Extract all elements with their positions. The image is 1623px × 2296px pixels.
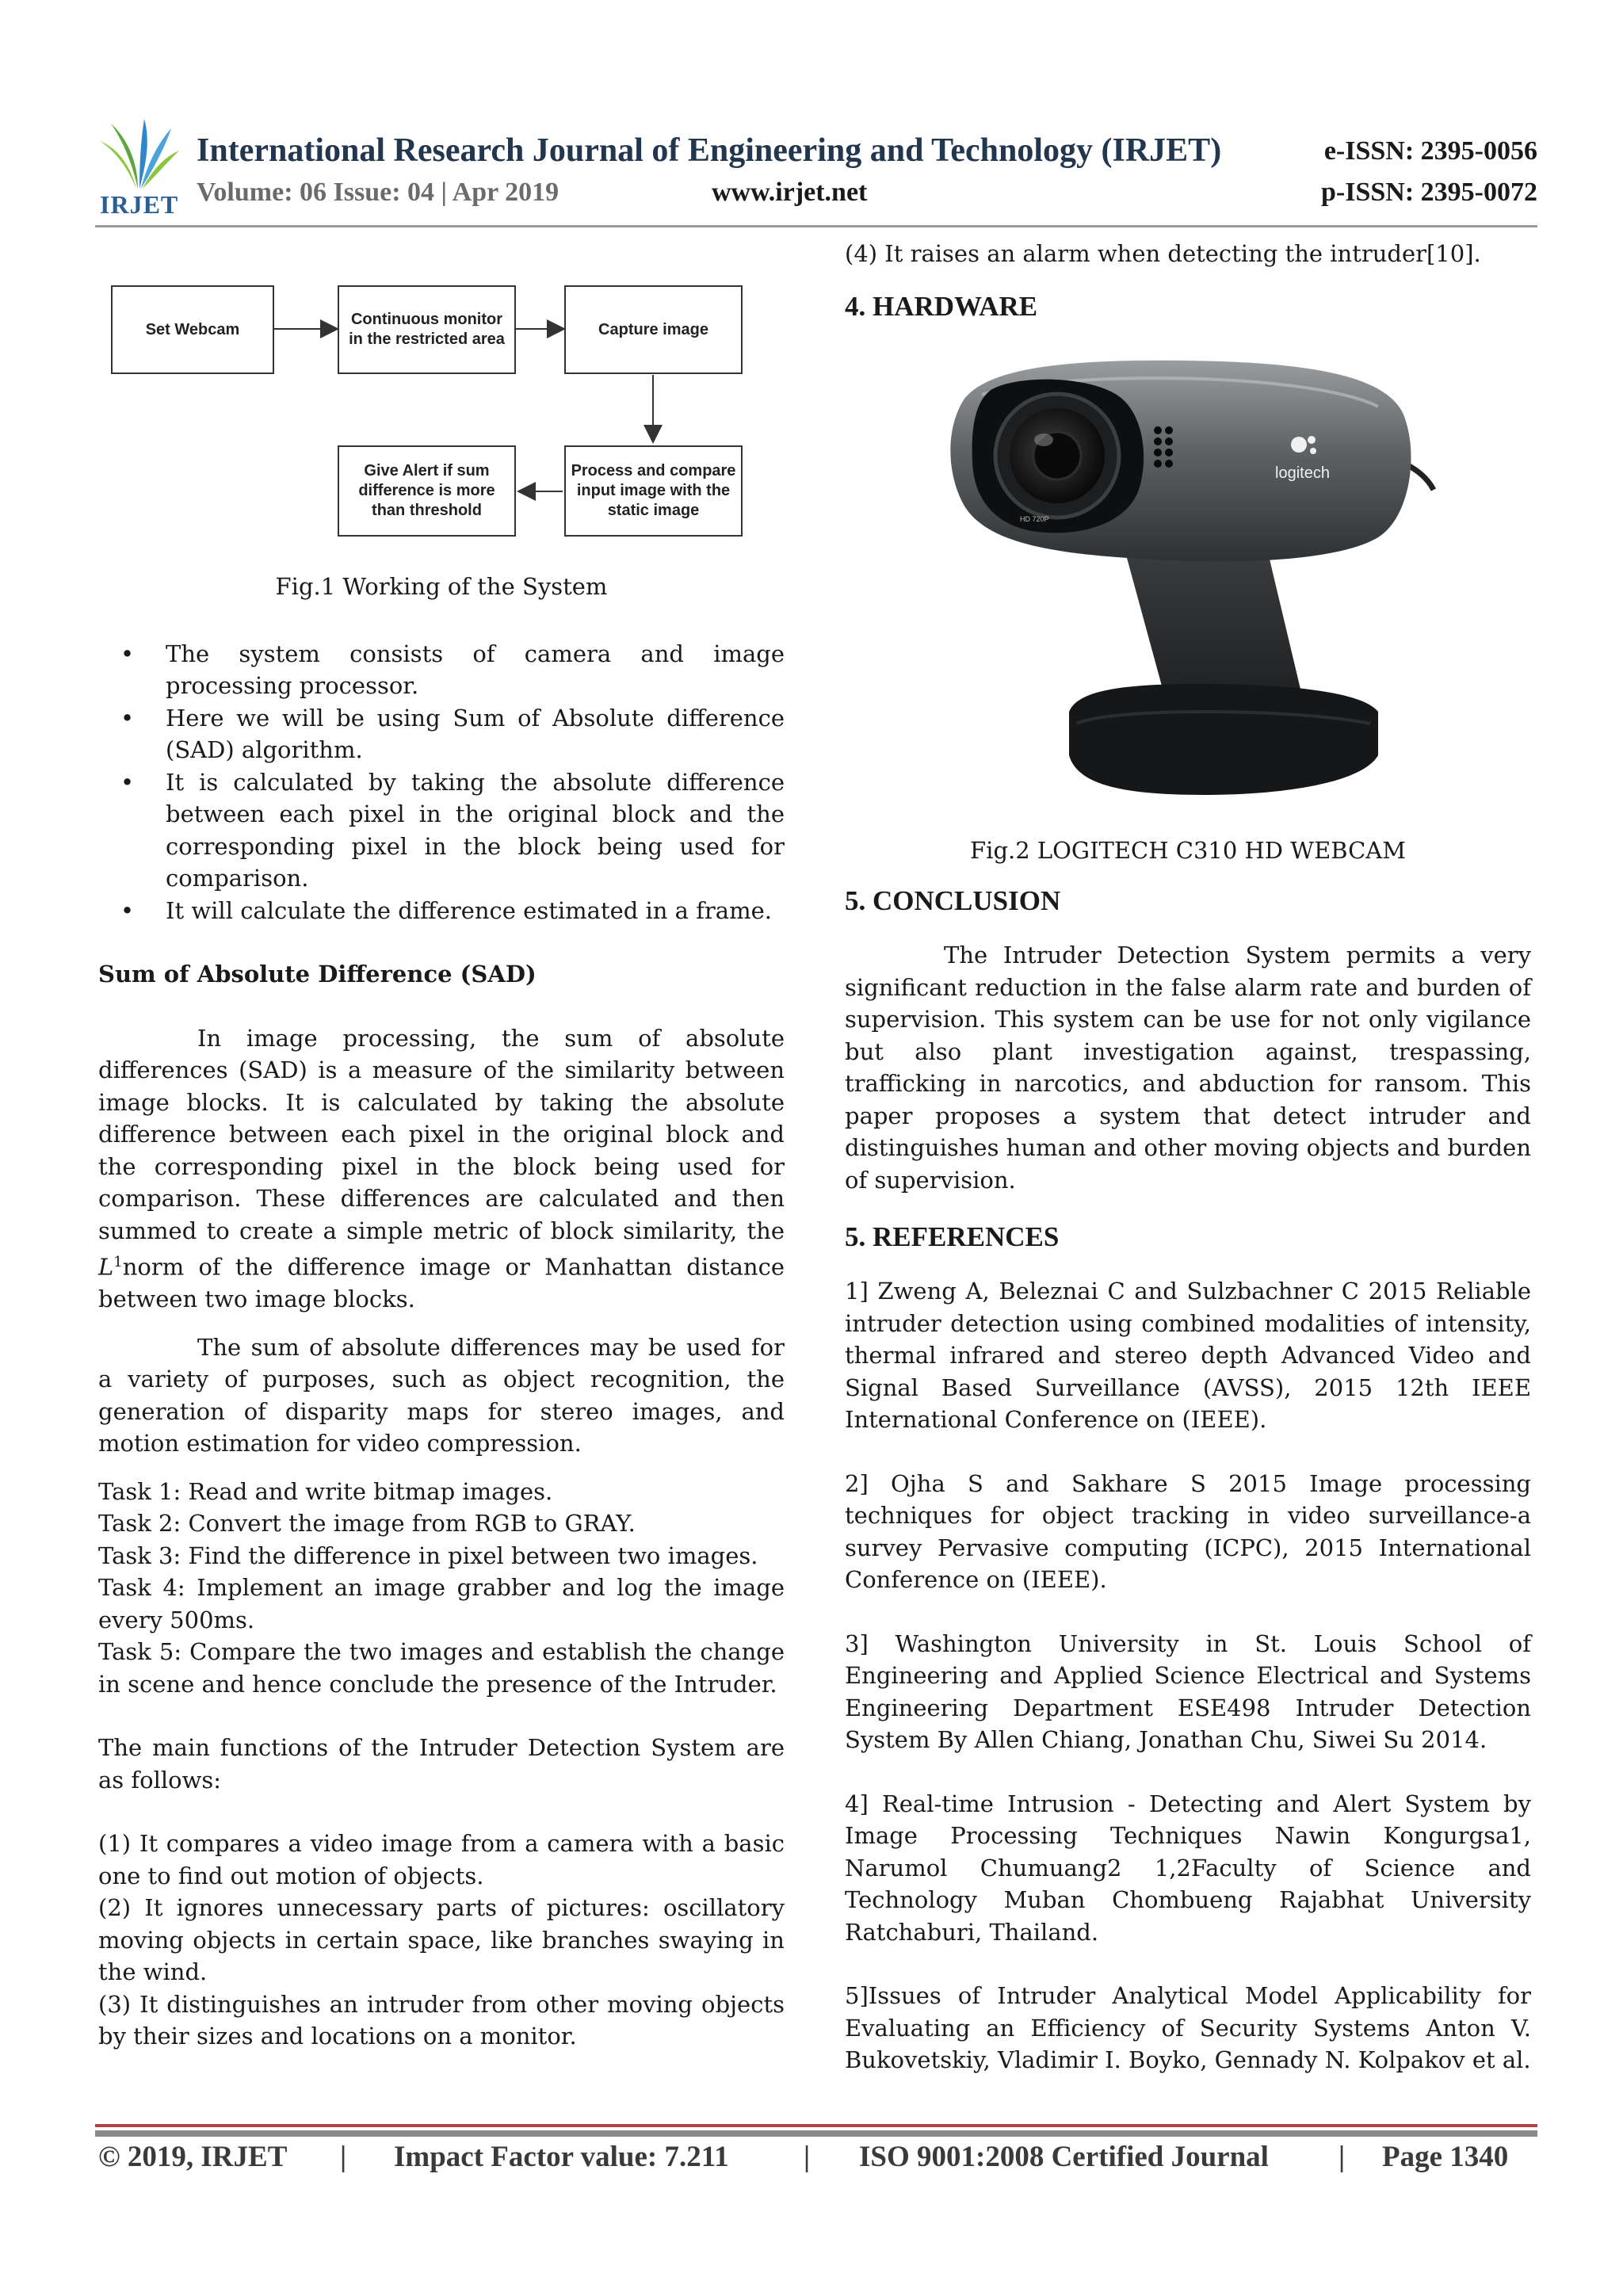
leaf-logo-icon: [95, 117, 182, 193]
footer-divider-gray: [95, 2130, 1537, 2137]
irjet-logo: [95, 117, 182, 219]
footer-separator: |: [340, 2141, 347, 2173]
flow-box-monitor: Continuous monitor in the restricted area: [338, 285, 516, 374]
bullet-item: • It is calculated by taking the absolute difference between each pixel in the original block and the corresponding pixel in the block being used for comparison.: [98, 766, 785, 895]
function-item: (1) It compares a video image from a camera with a basic one to find out motion of objects.: [98, 1830, 785, 1889]
footer-separator: |: [1338, 2141, 1346, 2173]
task-item: Task 2: Convert the image from RGB to GRAY.: [98, 1510, 636, 1538]
footer-page-number: Page 1340: [1382, 2141, 1509, 2173]
flow-box-process: Process and compare input image with the static image: [564, 445, 743, 537]
sad-paragraph-1: [98, 1022, 785, 1316]
reference-item: 1] Zweng A, Beleznai C and Sulzbachner C 2015 Reliable intruder detection using combined modalities of intensity, thermal infrared and stereo depth Advanced Video and Signal Based Surveillance (AVSS), 2015 12th IEEE International Conference on (IEEE).: [845, 1278, 1531, 1433]
function-item-4: (4) It raises an alarm when detecting the intruder[10].: [845, 240, 1481, 267]
conclusion-paragraph: The Intruder Detection System permits a very significant reduction in the false alarm rate and burden of supervision. This system can be use for not only vigilance but also plant investigation against, trespassing, trafficking in narcotics, and abduction for ransom. This paper proposes a system that detect intruder and distinguishes human and other moving objects and burden of supervision.: [845, 942, 1531, 1194]
website-link[interactable]: www.irjet.net: [712, 178, 868, 207]
fig1-caption: Fig.1 Working of the System: [275, 573, 608, 600]
fig2-caption: Fig.2 LOGITECH C310 HD WEBCAM: [970, 836, 1406, 864]
lens-label: HD 720P: [1020, 514, 1049, 523]
sad-paragraph-2: The sum of absolute differences may be used for a variety of purposes, such as object recognition, the generation of disparity maps for stereo images, and motion estimation for video compression.: [98, 1333, 785, 1457]
bullet-list: [98, 638, 785, 927]
sad-paragraph-1-part-b: norm of the difference image or Manhattan distance between two image blocks.: [98, 1253, 785, 1313]
reference-item: 4] Real-time Intrusion - Detecting and Alert System by Image Processing Techniques Nawin Kongurgsa1, Narumol Chumuang2 1,2Faculty of Science and Technology Muban Chombueng Rajabhat University Ratchaburi, Thailand.: [845, 1790, 1531, 1946]
header-divider: [95, 225, 1537, 227]
bullet-item: • The system consists of camera and image processing processor.: [98, 638, 785, 702]
sad-paragraph-1-part-a: In image processing, the sum of absolute differences (SAD) is a measure of the similarity between image blocks. It is calculated by taking the absolute difference between each pixel in the original block and the corresponding pixel in the block being used for comparison. These differences are calculated and then summed to create a simple metric of block similarity, the: [98, 1024, 785, 1244]
right-column: [845, 238, 1531, 2076]
reference-item: 5]Issues of Intruder Analytical Model Applicability for Evaluating an Efficiency of Security Systems Anton V. Bukovetskiy, Vladimir I. Boyko, Gennady N. Kolpakov et al.: [845, 1982, 1531, 2073]
footer-iso: ISO 9001:2008 Certified Journal: [859, 2141, 1269, 2173]
function-list: [98, 1828, 785, 2053]
sad-heading: Sum of Absolute Difference (SAD): [98, 961, 537, 988]
reference-item: 2] Ojha S and Sakhare S 2015 Image processing techniques for object tracking in video surveillance-a survey Pervasive computing (ICPC), 2015 International Conference on (IEEE).: [845, 1469, 1531, 1593]
webcam-illustration: [934, 351, 1442, 819]
e-issn: e-ISSN: 2395-0056: [1323, 136, 1537, 166]
p-issn: p-ISSN: 2395-0072: [1321, 178, 1537, 207]
bullet-item: • Here we will be using Sum of Absolute difference (SAD) algorithm.: [98, 702, 785, 766]
footer-separator: |: [804, 2141, 811, 2173]
journal-title: International Research Journal of Engineering and Technology (IRJET): [197, 132, 1222, 169]
webcam-image: [934, 351, 1442, 819]
l-norm-symbol: L: [98, 1253, 114, 1281]
task-item: Task 1: Read and write bitmap images.: [98, 1477, 553, 1505]
functions-intro: The main functions of the Intruder Detection System are as follows:: [98, 1734, 785, 1794]
system-flowchart: [98, 254, 785, 547]
footer-copyright: © 2019, IRJET: [98, 2141, 288, 2173]
bullet-item: • It will calculate the difference estimated in a frame.: [98, 895, 785, 927]
left-column: [98, 238, 785, 2053]
references-heading: 5. REFERENCES: [845, 1221, 1060, 1252]
webcam-brand-text: logitech: [1275, 464, 1330, 482]
logo-text: IRJET: [100, 190, 179, 219]
conclusion-heading: 5. CONCLUSION: [845, 885, 1061, 916]
function-item: (2) It ignores unnecessary parts of pictures: oscillatory moving objects in certain space, like branches swaying in the wind.: [98, 1894, 785, 1986]
task-item: Task 5: Compare the two images and establish the change in scene and hence conclude the presence of the Intruder.: [98, 1638, 785, 1698]
function-item: (3) It distinguishes an intruder from other moving objects by their sizes and locations on a monitor.: [98, 1990, 785, 2050]
task-list: [98, 1476, 785, 1701]
l-norm-superscript: 1: [113, 1254, 123, 1270]
page-footer: [98, 2140, 1537, 2187]
hardware-heading: 4. HARDWARE: [845, 290, 1038, 322]
flow-box-set-webcam: Set Webcam: [111, 285, 274, 374]
flow-box-capture: Capture image: [564, 285, 743, 374]
task-item: Task 3: Find the difference in pixel between two images.: [98, 1541, 758, 1569]
footer-divider-red: [95, 2124, 1537, 2127]
task-item: Task 4: Implement an image grabber and log the image every 500ms.: [98, 1574, 785, 1633]
issue-info: Volume: 06 Issue: 04 | Apr 2019: [197, 178, 559, 207]
page-header: [95, 111, 1537, 222]
reference-item: 3] Washington University in St. Louis School of Engineering and Applied Science Electrical and Systems Engineering Department ESE498 Intruder Detection System By Allen Chiang, Jonathan Chu, Siwei Su 2014.: [845, 1629, 1531, 1753]
footer-impact-factor: Impact Factor value: 7.211: [394, 2141, 729, 2173]
flow-box-alert: Give Alert if sum difference is more than threshold: [338, 445, 516, 537]
